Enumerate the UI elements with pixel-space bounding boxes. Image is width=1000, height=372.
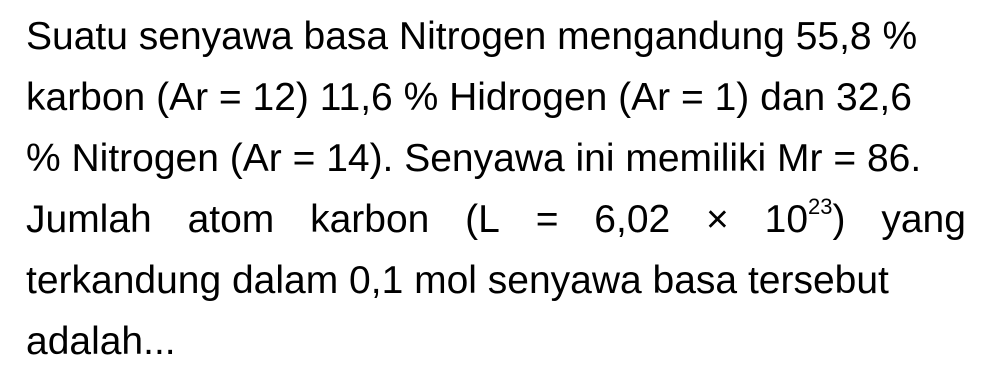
word-open-l: (L [465,198,500,241]
avogadro-power [765,189,846,250]
question-line-1: Suatu senyawa basa Nitrogen mengandung 55,8 % [26,15,918,58]
question-line-6: adalah... [26,320,176,363]
word-jumlah: Jumlah [26,198,152,241]
word-equals: = [535,198,559,241]
word-atom: atom [187,198,275,241]
question-line-4 [26,189,966,250]
question-line-5: terkandung dalam 0,1 mol senyawa basa tersebut [26,259,889,302]
power-exponent: 23 [808,194,833,219]
question-line-2: karbon (Ar = 12) 11,6 % Hidrogen (Ar = 1) dan 32,6 [26,76,912,119]
close-paren: ) [832,198,846,241]
word-yang: yang [881,198,966,241]
power-base: 10 [764,198,809,241]
question-line-3: % Nitrogen (Ar = 14). Senyawa ini memiliki Mr = 86. [26,137,922,180]
question-text [26,6,966,372]
word-times: × [706,198,729,241]
word-avogadro-mantissa: 6,02 [594,198,671,241]
word-karbon: karbon [310,198,430,241]
